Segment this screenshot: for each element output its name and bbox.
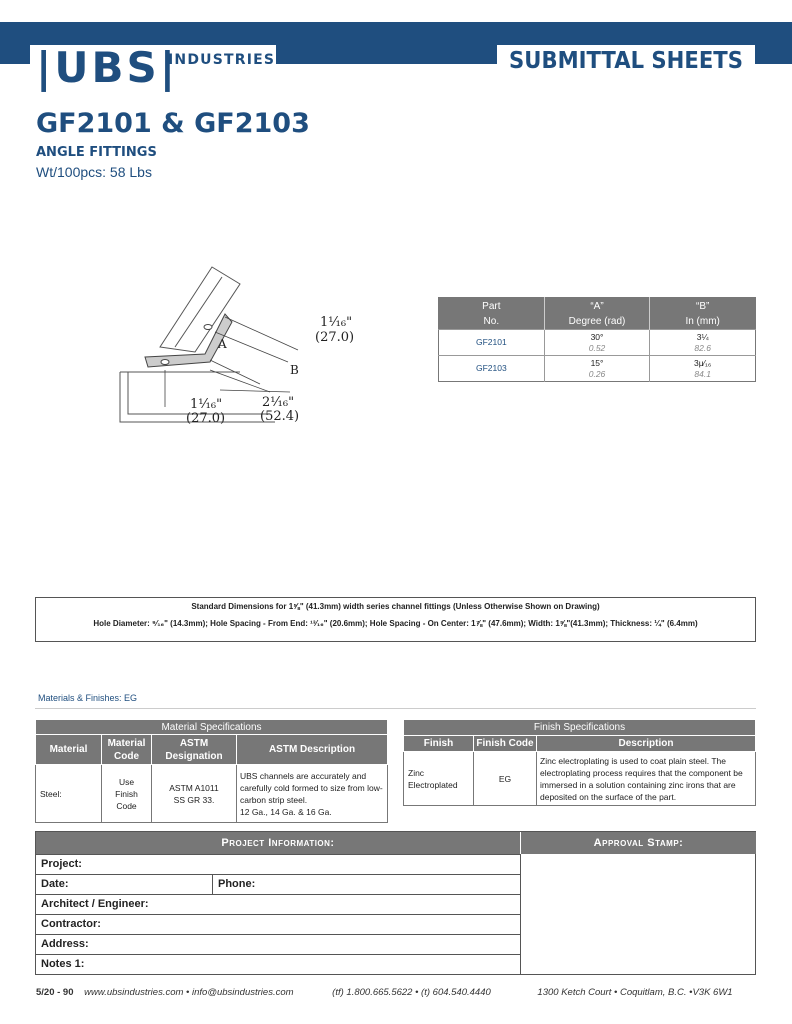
finish-description-value: Zinc electroplating is used to coat plain steel. The electroplating process requires that the component be immersed in a solution containing zinc irons that are deposited on the surface of the part. bbox=[537, 752, 756, 806]
dimension-table bbox=[438, 297, 756, 382]
length-mm: 82.6 bbox=[694, 342, 711, 353]
materials-finishes-label: Materials & Finishes: EG bbox=[38, 693, 138, 703]
dim-ext-right bbox=[210, 370, 270, 392]
col-finish-description: Description bbox=[537, 736, 756, 752]
table-row bbox=[404, 752, 756, 806]
footer-phone: (tf) 1.800.665.5622 • (t) 604.540.4440 bbox=[332, 987, 491, 998]
dim-line-top bbox=[225, 317, 298, 350]
col-material: Material bbox=[36, 735, 102, 765]
angle-degree: 30° bbox=[590, 331, 604, 342]
part-number: GF2101 bbox=[439, 330, 545, 356]
hole-upper bbox=[204, 325, 212, 330]
gauge-value: 12 Ga., 14 Ga. & 16 Ga. bbox=[240, 806, 332, 817]
length-cell bbox=[650, 356, 756, 382]
angle-radian: 0.52 bbox=[588, 342, 606, 353]
col-material-code: Material Code bbox=[102, 735, 152, 765]
dim-top-label: 1¹⁄₁₆" bbox=[320, 315, 353, 330]
table-row bbox=[36, 765, 388, 823]
finish-specifications-table bbox=[403, 719, 756, 806]
header-part-bottom: No. bbox=[483, 315, 500, 327]
angle-cell bbox=[544, 356, 650, 382]
label-a: A bbox=[218, 337, 227, 351]
footer-web[interactable]: www.ubsindustries.com • info@ubsindustries.com bbox=[84, 987, 294, 998]
address-label: Address: bbox=[41, 938, 89, 950]
header-a-bottom: Degree (rad) bbox=[568, 315, 626, 327]
material-specifications-table bbox=[35, 719, 388, 823]
col-finish: Finish bbox=[404, 736, 474, 752]
footer-page: 5/20 - 90 bbox=[36, 987, 74, 998]
dim-line-bottom bbox=[220, 390, 290, 392]
dim-top-mm: (27.0) bbox=[315, 330, 355, 345]
standard-dimensions-line2: Hole Diameter: ⁹⁄₁₆" (14.3mm); Hole Spacing - From End: ¹³⁄₁₆" (20.6mm); Hole Spacing - On Center: 1⅞" (47.6mm); Width: 1⅝"(41.3mm); Thickness: ¼" (6.4mm) bbox=[93, 619, 698, 628]
material-value: Steel: bbox=[36, 765, 102, 823]
astm-description-value: UBS channels are accurately and carefully cold formed to size from low-carbon strip steel. bbox=[240, 770, 383, 805]
material-spec-title: Material Specifications bbox=[36, 720, 388, 735]
dimension-table-header bbox=[439, 298, 756, 330]
length-cell bbox=[650, 330, 756, 356]
header-a-top: “A” bbox=[590, 300, 604, 312]
product-title: GF2101 & GF2103 bbox=[36, 108, 310, 139]
company-logo: |UBS| bbox=[36, 43, 179, 92]
finish-spec-header bbox=[404, 736, 756, 752]
table-row bbox=[439, 356, 756, 382]
astm-description-cell bbox=[237, 765, 388, 823]
header-b-top: “B” bbox=[696, 300, 710, 312]
form-divider bbox=[520, 854, 521, 975]
date-label: Date: bbox=[41, 878, 69, 890]
angle-cell bbox=[544, 330, 650, 356]
dim-right-mm: (52.4) bbox=[260, 409, 300, 424]
col-finish-code: Finish Code bbox=[474, 736, 537, 752]
col-astm-description: ASTM Description bbox=[237, 735, 388, 765]
project-information-form bbox=[35, 831, 756, 975]
length-inch: 3¼ bbox=[696, 331, 709, 342]
table-row bbox=[439, 330, 756, 356]
architect-field[interactable] bbox=[36, 894, 520, 914]
footer bbox=[36, 987, 733, 998]
phone-label: Phone: bbox=[218, 878, 256, 890]
address-field[interactable] bbox=[36, 934, 520, 954]
footer-address: 1300 Ketch Court • Coquitlam, B.C. •V3K 6W1 bbox=[537, 987, 733, 998]
project-label: Project: bbox=[41, 858, 82, 870]
product-subtitle: ANGLE FITTINGS bbox=[36, 145, 157, 160]
fitting-drawing bbox=[100, 262, 360, 432]
project-field[interactable] bbox=[36, 854, 520, 874]
finish-code-value: EG bbox=[474, 752, 537, 806]
header-part-top: Part bbox=[482, 300, 501, 312]
company-logo-subtitle: INDUSTRIES bbox=[168, 52, 276, 68]
contractor-field[interactable] bbox=[36, 914, 520, 934]
dim-left-mm: (27.0) bbox=[186, 411, 226, 426]
project-information-title: Project Information: bbox=[36, 832, 520, 854]
angle-degree: 15° bbox=[590, 357, 604, 368]
material-spec-header bbox=[36, 735, 388, 765]
length-inch: 3µ⁄₁₆ bbox=[694, 357, 712, 368]
dim-left-label: 1¹⁄₁₆" bbox=[190, 397, 223, 412]
finish-spec-title: Finish Specifications bbox=[404, 720, 756, 736]
length-mm: 84.1 bbox=[694, 368, 711, 379]
approval-stamp-title: Approval Stamp: bbox=[520, 832, 756, 854]
dim-right-label: 2¹⁄₁₆" bbox=[262, 395, 295, 410]
col-astm-designation: ASTM Designation bbox=[152, 735, 237, 765]
standard-dimensions-line1: Standard Dimensions for 1⅝" (41.3mm) width series channel fittings (Unless Otherwise Shown on Drawing) bbox=[191, 602, 600, 611]
finish-value: Zinc Electroplated bbox=[404, 752, 474, 806]
header-part bbox=[439, 298, 545, 330]
product-weight: Wt/100pcs: 58 Lbs bbox=[36, 164, 152, 180]
material-code-value: Use Finish Code bbox=[102, 765, 152, 823]
label-b: B bbox=[290, 363, 299, 377]
astm-designation-value: ASTM A1011 SS GR 33. bbox=[152, 765, 237, 823]
standard-dimensions-box bbox=[35, 597, 756, 642]
section-title: SUBMITTAL SHEETS bbox=[509, 48, 743, 74]
architect-label: Architect / Engineer: bbox=[41, 898, 149, 910]
header-a bbox=[544, 298, 650, 330]
phone-field[interactable] bbox=[212, 875, 255, 895]
angle-radian: 0.26 bbox=[588, 368, 606, 379]
header-b bbox=[650, 298, 756, 330]
notes-field[interactable] bbox=[36, 954, 520, 974]
divider bbox=[35, 708, 756, 709]
date-field[interactable] bbox=[36, 874, 520, 894]
part-number: GF2103 bbox=[439, 356, 545, 382]
header-b-bottom: In (mm) bbox=[685, 315, 720, 327]
notes-label: Notes 1: bbox=[41, 958, 85, 970]
contractor-label: Contractor: bbox=[41, 918, 101, 930]
hole-lower bbox=[161, 360, 169, 365]
